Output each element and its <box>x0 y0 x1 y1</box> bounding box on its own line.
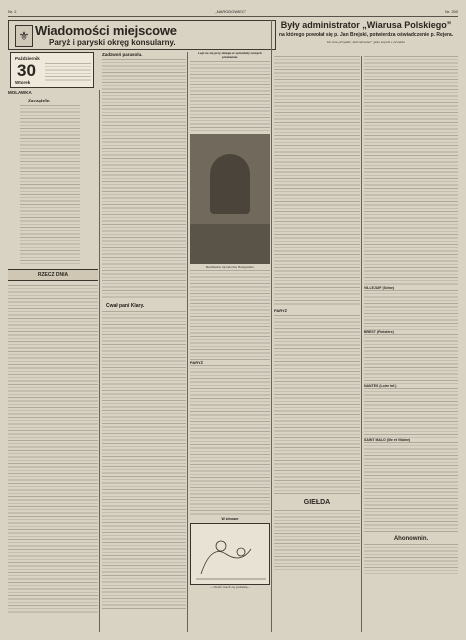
date-number: 30 <box>17 61 36 80</box>
masthead-title: Wiadomości miejscowe <box>35 23 177 38</box>
poem-text <box>20 105 80 265</box>
section-paryz-2: PARYŻ <box>274 308 288 313</box>
header-right: Nr. 250 <box>445 8 458 14</box>
column-4-text-mid <box>274 315 360 495</box>
header-left: Nr. 2 <box>8 8 17 14</box>
rzecz-dnia-ruler: RZECZ DNIA <box>8 269 98 281</box>
column-3-text-mid <box>190 270 270 360</box>
cartoon <box>190 523 270 585</box>
column-5-text-saint-malo <box>364 442 458 532</box>
gielda-table <box>274 510 360 570</box>
section-paryz: PARYŻ <box>190 360 204 365</box>
article-1-title: Zadzwoń parasolu. <box>102 52 143 57</box>
masthead <box>8 20 276 50</box>
section-villejuif: VILLEJUIF (Seine) <box>364 286 395 290</box>
date-box <box>10 52 94 88</box>
date-month: Październik <box>15 56 40 61</box>
article-2-text <box>102 311 186 611</box>
article-1-text <box>102 59 186 299</box>
section-title: MOLAWKA <box>8 90 32 95</box>
byline: Do nas przysłał „Narodowiec” jako szpalt z prawda <box>327 40 405 44</box>
crest-icon: ⚜ <box>15 25 33 47</box>
column-5-text-bottom <box>364 544 458 574</box>
column-1-text <box>8 285 98 615</box>
column-3-text-top <box>190 61 270 131</box>
cartoon-caption: — Chodź, niech cię postawię... <box>209 586 251 589</box>
column-rule <box>187 52 188 632</box>
figure-silhouette <box>210 154 250 214</box>
column-3 <box>190 52 270 634</box>
column-1 <box>8 90 98 634</box>
column-4 <box>274 56 360 634</box>
bottom-title: Ahonownin. <box>393 536 429 542</box>
page-header <box>8 6 458 17</box>
headline: Lepi ne się przy obiegu w sprzedaży nowych przekazów. <box>198 52 262 59</box>
column-5-text-villejuif <box>364 290 458 330</box>
poem-title: Zaczątele. <box>28 98 51 103</box>
section-nantes: NANTES (Loire Inf.) <box>364 384 397 388</box>
photo-caption: Meditation na taborze Heligoniku. <box>205 265 255 269</box>
column-5-text-top <box>364 56 458 286</box>
section-saint-malo: SAINT MALO (Ille et Vilaine) <box>364 438 411 442</box>
column-5-text-brest <box>364 334 458 384</box>
big-headline: Były administrator „Wiarusa Polskiego” <box>280 20 452 30</box>
column-rule <box>361 56 362 632</box>
gielda-title: GIEŁDA <box>303 499 331 506</box>
photo-ground <box>190 224 270 264</box>
article-2-title: Cwał pani Klary. <box>106 303 145 309</box>
date-weekday: Wtorek <box>15 80 31 85</box>
sub-headline: na którego powołał się p. Jan Brejski, potwierdza oświadczenie p. Rejera. <box>278 32 454 38</box>
column-rule <box>271 20 272 632</box>
cartoon-drawing <box>191 524 270 584</box>
column-3-text-bottom <box>190 365 270 515</box>
column-5-text-nantes <box>364 388 458 438</box>
column-5 <box>364 56 458 634</box>
masthead-subtitle: Paryż i paryski okręg konsularny. <box>49 38 176 47</box>
section-brest: BREST (Finistère) <box>364 330 394 334</box>
photo <box>190 134 270 264</box>
column-4-text-top <box>274 56 360 306</box>
date-info-text <box>45 63 91 81</box>
column-rule <box>99 90 100 632</box>
header-center: „NARODOWIEC” <box>215 8 247 14</box>
column-2 <box>102 52 186 634</box>
cartoon-title: W zimowe <box>221 517 239 521</box>
